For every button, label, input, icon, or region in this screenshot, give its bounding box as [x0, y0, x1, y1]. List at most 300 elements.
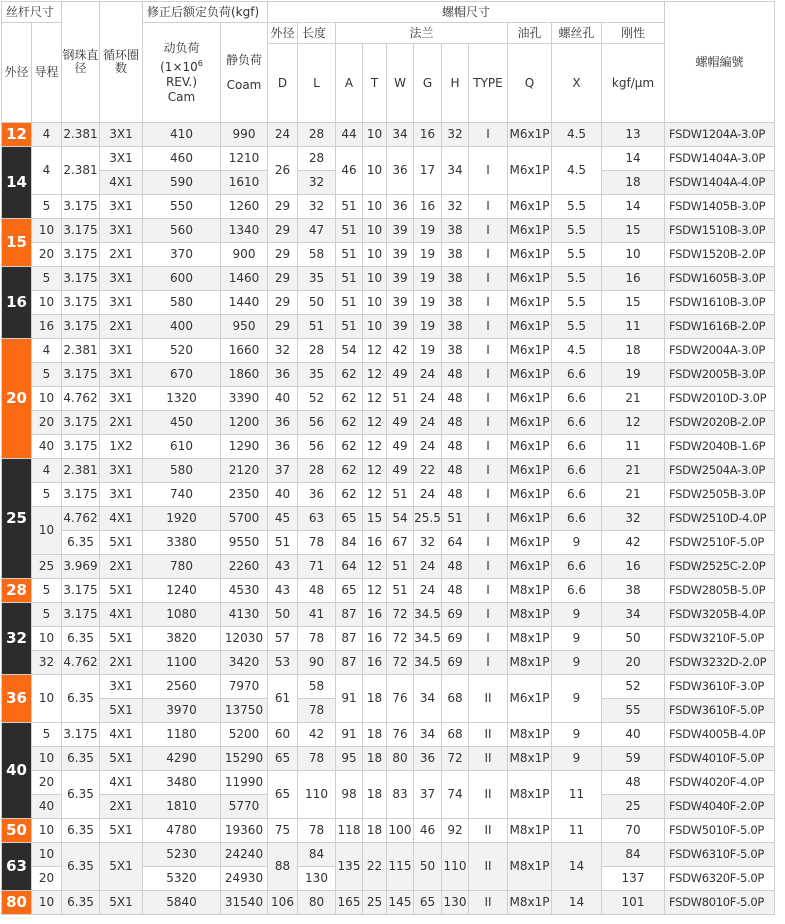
- dynamic-load-header: 动负荷 ($1\times 10^6$ REV.) Cam: [143, 23, 221, 123]
- cell-k: 38: [602, 579, 665, 603]
- cell-D: 29: [268, 243, 298, 267]
- cell-dyn: 460: [143, 147, 221, 171]
- cell-D: 43: [268, 555, 298, 579]
- cell-ball: 4.762: [62, 387, 100, 411]
- cell-circ: 2X1: [100, 243, 143, 267]
- cell-type: II: [469, 843, 508, 891]
- cell-lead: 10: [32, 387, 62, 411]
- cell-H: 38: [442, 219, 469, 243]
- cell-Q: M8x1P: [508, 843, 552, 891]
- cell-dyn: 5230: [143, 843, 221, 867]
- table-row: [2, 459, 775, 483]
- lead-header: 导程: [32, 23, 62, 123]
- cell-stat: 1200: [221, 411, 268, 435]
- cell-stat: 990: [221, 123, 268, 147]
- cell-T: 18: [363, 747, 387, 771]
- cell-ball: 3.175: [62, 219, 100, 243]
- cell-type: I: [469, 651, 508, 675]
- shaft-diameter-badge: 80: [2, 891, 32, 915]
- cell-dyn: 670: [143, 363, 221, 387]
- cell-X: 5.5: [552, 267, 602, 291]
- cell-circ: 1X2: [100, 435, 143, 459]
- col-h-header: H: [442, 44, 469, 123]
- cell-type: I: [469, 363, 508, 387]
- cell-D: 40: [268, 387, 298, 411]
- cell-lead: 20: [32, 867, 62, 891]
- cell-ball: 3.175: [62, 363, 100, 387]
- cell-lead: 20: [32, 411, 62, 435]
- cell-L: 84: [298, 843, 336, 867]
- cell-k: 59: [602, 747, 665, 771]
- col-l-header: L: [298, 44, 336, 123]
- cell-T: 16: [363, 627, 387, 651]
- cell-D: 45: [268, 507, 298, 531]
- cell-L: 71: [298, 555, 336, 579]
- table-row: [2, 291, 775, 315]
- cell-lead: 10: [32, 747, 62, 771]
- cell-k: 19: [602, 363, 665, 387]
- cell-stat: 900: [221, 243, 268, 267]
- shaft-diameter-badge: 25: [2, 459, 32, 579]
- table-row: [2, 219, 775, 243]
- cell-k: 21: [602, 459, 665, 483]
- cell-Q: M6x1P: [508, 291, 552, 315]
- cell-T: 10: [363, 147, 387, 195]
- cell-lead: 5: [32, 267, 62, 291]
- cell-G: 34: [414, 675, 442, 723]
- cell-D: 61: [268, 675, 298, 723]
- cell-H: 48: [442, 411, 469, 435]
- cell-k: 18: [602, 339, 665, 363]
- cell-code: FSDW2020B-2.0P: [665, 411, 775, 435]
- cell-stat: 7970: [221, 675, 268, 699]
- cell-k: 16: [602, 555, 665, 579]
- table-row: [2, 747, 775, 771]
- cell-H: 69: [442, 651, 469, 675]
- cell-Q: M6x1P: [508, 411, 552, 435]
- cell-W: 51: [387, 579, 414, 603]
- cell-W: 51: [387, 387, 414, 411]
- cell-code: FSDW2040B-1.6P: [665, 435, 775, 459]
- cell-code: FSDW2510D-4.0P: [665, 507, 775, 531]
- cell-L: 63: [298, 507, 336, 531]
- shaft-diameter-badge: 20: [2, 339, 32, 459]
- cell-G: 25.5: [414, 507, 442, 531]
- cell-lead: 4: [32, 339, 62, 363]
- cell-circ: 4X1: [100, 171, 143, 195]
- cell-X: 9: [552, 747, 602, 771]
- cell-dyn: 370: [143, 243, 221, 267]
- cell-A: 65: [336, 579, 363, 603]
- cell-k: 16: [602, 267, 665, 291]
- cell-X: 6.6: [552, 555, 602, 579]
- cell-circ: 4X1: [100, 723, 143, 747]
- cell-D: 29: [268, 291, 298, 315]
- cell-T: 12: [363, 339, 387, 363]
- cell-code: FSDW1616B-2.0P: [665, 315, 775, 339]
- cell-circ: 5X1: [100, 627, 143, 651]
- cell-dyn: 740: [143, 483, 221, 507]
- cell-Q: M6x1P: [508, 315, 552, 339]
- cell-H: 92: [442, 819, 469, 843]
- cell-H: 48: [442, 387, 469, 411]
- cell-A: 62: [336, 459, 363, 483]
- cell-H: 69: [442, 627, 469, 651]
- cell-G: 22: [414, 459, 442, 483]
- cell-Q: M8x1P: [508, 627, 552, 651]
- cell-lead: 25: [32, 555, 62, 579]
- cell-lead: 10: [32, 819, 62, 843]
- cell-dyn: 1920: [143, 507, 221, 531]
- cell-dyn: 5840: [143, 891, 221, 915]
- cell-lead: 16: [32, 315, 62, 339]
- cell-type: I: [469, 291, 508, 315]
- cell-G: 17: [414, 147, 442, 195]
- cell-L: 58: [298, 675, 336, 699]
- cell-D: 60: [268, 723, 298, 747]
- cell-H: 110: [442, 843, 469, 891]
- cell-stat: 24240: [221, 843, 268, 867]
- cell-G: 24: [414, 555, 442, 579]
- table-row: [2, 411, 775, 435]
- cell-lead: 40: [32, 795, 62, 819]
- cell-W: 51: [387, 483, 414, 507]
- cell-D: 43: [268, 579, 298, 603]
- cell-code: FSDW4040F-2.0P: [665, 795, 775, 819]
- cell-G: 37: [414, 771, 442, 819]
- cell-k: 14: [602, 147, 665, 171]
- table-row: [2, 123, 775, 147]
- table-row: [2, 603, 775, 627]
- cell-code: FSDW6320F-5.0P: [665, 867, 775, 891]
- cell-dyn: 3380: [143, 531, 221, 555]
- outer-diameter-header: 外径: [2, 23, 32, 123]
- cell-dyn: 4780: [143, 819, 221, 843]
- shaft-diameter-badge: 50: [2, 819, 32, 843]
- nut-code-header: 螺帽編號: [665, 2, 775, 123]
- cell-ball: 3.175: [62, 435, 100, 459]
- cell-circ: 3X1: [100, 123, 143, 147]
- cell-code: FSDW2504A-3.0P: [665, 459, 775, 483]
- cell-D: 37: [268, 459, 298, 483]
- cell-type: I: [469, 243, 508, 267]
- cell-X: 5.5: [552, 243, 602, 267]
- cell-circ: 5X1: [100, 747, 143, 771]
- cell-code: FSDW2805B-5.0P: [665, 579, 775, 603]
- cell-H: 34: [442, 147, 469, 195]
- cell-type: II: [469, 819, 508, 843]
- shaft-diameter-badge: 12: [2, 123, 32, 147]
- cell-H: 130: [442, 891, 469, 915]
- nut-outer-diameter-header: 外径: [268, 23, 298, 44]
- cell-Q: M8x1P: [508, 771, 552, 819]
- table-row: [2, 147, 775, 171]
- cell-circ: 3X1: [100, 219, 143, 243]
- cell-T: 10: [363, 243, 387, 267]
- cell-L: 78: [298, 531, 336, 555]
- cell-X: 6.6: [552, 579, 602, 603]
- cell-T: 10: [363, 195, 387, 219]
- cell-G: 24: [414, 579, 442, 603]
- cell-circ: 3X1: [100, 339, 143, 363]
- cell-circ: 5X1: [100, 579, 143, 603]
- cell-circ: 3X1: [100, 267, 143, 291]
- cell-G: 24: [414, 363, 442, 387]
- cell-Q: M6x1P: [508, 243, 552, 267]
- cell-D: 29: [268, 219, 298, 243]
- cell-G: 34.5: [414, 627, 442, 651]
- cell-D: 24: [268, 123, 298, 147]
- cell-k: 52: [602, 675, 665, 699]
- cell-ball: 2.381: [62, 459, 100, 483]
- cell-type: II: [469, 723, 508, 747]
- cell-W: 76: [387, 723, 414, 747]
- cell-dyn: 600: [143, 267, 221, 291]
- cell-W: 49: [387, 459, 414, 483]
- cell-W: 39: [387, 315, 414, 339]
- cell-W: 39: [387, 219, 414, 243]
- cell-lead: 10: [32, 675, 62, 723]
- cell-W: 39: [387, 291, 414, 315]
- cell-H: 48: [442, 459, 469, 483]
- cell-A: 46: [336, 147, 363, 195]
- cell-L: 78: [298, 627, 336, 651]
- cell-circ: 2X1: [100, 555, 143, 579]
- cell-X: 6.6: [552, 435, 602, 459]
- cell-ball: 3.175: [62, 723, 100, 747]
- cell-D: 40: [268, 483, 298, 507]
- cell-W: 39: [387, 243, 414, 267]
- cell-lead: 5: [32, 603, 62, 627]
- cell-X: 6.6: [552, 483, 602, 507]
- cell-code: FSDW8010F-5.0P: [665, 891, 775, 915]
- cell-H: 64: [442, 531, 469, 555]
- cell-W: 36: [387, 147, 414, 195]
- cell-G: 24: [414, 435, 442, 459]
- cell-stat: 950: [221, 315, 268, 339]
- cell-G: 19: [414, 219, 442, 243]
- cell-A: 87: [336, 651, 363, 675]
- col-q-header: Q: [508, 44, 552, 123]
- cell-circ: 4X1: [100, 603, 143, 627]
- cell-ball: 6.35: [62, 891, 100, 915]
- col-t-header: T: [363, 44, 387, 123]
- cell-k: 10: [602, 243, 665, 267]
- cell-Q: M8x1P: [508, 603, 552, 627]
- table-row: [2, 267, 775, 291]
- cell-L: 28: [298, 147, 336, 171]
- cell-Q: M6x1P: [508, 123, 552, 147]
- cell-code: FSDW1510B-3.0P: [665, 219, 775, 243]
- cell-T: 10: [363, 123, 387, 147]
- cell-W: 72: [387, 651, 414, 675]
- cell-A: 62: [336, 387, 363, 411]
- cell-circ: 3X1: [100, 483, 143, 507]
- cell-dyn: 610: [143, 435, 221, 459]
- cell-stat: 24930: [221, 867, 268, 891]
- cell-lead: 5: [32, 363, 62, 387]
- cell-k: 25: [602, 795, 665, 819]
- cell-A: 51: [336, 291, 363, 315]
- shaft-diameter-badge: 14: [2, 147, 32, 219]
- cell-X: 9: [552, 603, 602, 627]
- cell-X: 6.6: [552, 387, 602, 411]
- cell-ball: 6.35: [62, 843, 100, 891]
- col-g-header: G: [414, 44, 442, 123]
- cell-D: 50: [268, 603, 298, 627]
- cell-H: 38: [442, 315, 469, 339]
- table-row: [2, 723, 775, 747]
- cell-X: 6.6: [552, 363, 602, 387]
- cell-T: 16: [363, 531, 387, 555]
- cell-Q: M8x1P: [508, 891, 552, 915]
- cell-L: 130: [298, 867, 336, 891]
- cell-A: 87: [336, 627, 363, 651]
- circuits-header: 循环圈数: [100, 2, 143, 123]
- cell-X: 9: [552, 627, 602, 651]
- cell-ball: 3.175: [62, 483, 100, 507]
- cell-lead: 5: [32, 483, 62, 507]
- cell-Q: M6x1P: [508, 219, 552, 243]
- cell-ball: 3.969: [62, 555, 100, 579]
- cell-H: 38: [442, 267, 469, 291]
- cell-L: 56: [298, 435, 336, 459]
- cell-ball: 2.381: [62, 147, 100, 195]
- cell-A: 91: [336, 723, 363, 747]
- cell-X: 5.5: [552, 195, 602, 219]
- cell-A: 62: [336, 411, 363, 435]
- cell-L: 78: [298, 819, 336, 843]
- cell-ball: 3.175: [62, 603, 100, 627]
- cell-T: 10: [363, 267, 387, 291]
- cell-G: 46: [414, 819, 442, 843]
- cell-stat: 1290: [221, 435, 268, 459]
- cell-D: 29: [268, 315, 298, 339]
- cell-T: 18: [363, 723, 387, 747]
- cell-G: 24: [414, 387, 442, 411]
- cell-G: 24: [414, 483, 442, 507]
- table-row: [2, 819, 775, 843]
- cell-stat: 15290: [221, 747, 268, 771]
- table-row: [2, 195, 775, 219]
- cell-X: 9: [552, 675, 602, 723]
- cell-X: 11: [552, 819, 602, 843]
- cell-Q: M6x1P: [508, 483, 552, 507]
- cell-k: 137: [602, 867, 665, 891]
- cell-T: 12: [363, 363, 387, 387]
- cell-W: 145: [387, 891, 414, 915]
- cell-lead: 4: [32, 147, 62, 195]
- cell-Q: M6x1P: [508, 531, 552, 555]
- cell-Q: M6x1P: [508, 339, 552, 363]
- cell-H: 74: [442, 771, 469, 819]
- cell-D: 65: [268, 747, 298, 771]
- cell-code: FSDW1404A-3.0P: [665, 147, 775, 171]
- cell-T: 10: [363, 219, 387, 243]
- cell-A: 51: [336, 219, 363, 243]
- shaft-diameter-badge: 63: [2, 843, 32, 891]
- cell-W: 72: [387, 627, 414, 651]
- cell-ball: 6.35: [62, 675, 100, 723]
- cell-X: 9: [552, 651, 602, 675]
- cell-X: 5.5: [552, 291, 602, 315]
- table-row: [2, 579, 775, 603]
- cell-D: 106: [268, 891, 298, 915]
- cell-k: 21: [602, 483, 665, 507]
- cell-ball: 6.35: [62, 627, 100, 651]
- cell-T: 12: [363, 579, 387, 603]
- cell-circ: 3X1: [100, 675, 143, 699]
- cell-A: 51: [336, 195, 363, 219]
- cell-Q: M6x1P: [508, 363, 552, 387]
- cell-type: II: [469, 771, 508, 819]
- cell-type: I: [469, 483, 508, 507]
- cell-k: 50: [602, 627, 665, 651]
- cell-H: 38: [442, 291, 469, 315]
- cell-k: 48: [602, 771, 665, 795]
- cell-D: 36: [268, 411, 298, 435]
- cell-circ: 2X1: [100, 315, 143, 339]
- cell-D: 65: [268, 771, 298, 819]
- cell-X: 5.5: [552, 315, 602, 339]
- cell-T: 12: [363, 459, 387, 483]
- cell-lead: 10: [32, 627, 62, 651]
- cell-dyn: 1080: [143, 603, 221, 627]
- cell-Q: M8x1P: [508, 651, 552, 675]
- cell-code: FSDW2004A-3.0P: [665, 339, 775, 363]
- cell-A: 135: [336, 843, 363, 891]
- cell-L: 80: [298, 891, 336, 915]
- cell-dyn: 4290: [143, 747, 221, 771]
- cell-type: I: [469, 339, 508, 363]
- cell-Q: M6x1P: [508, 147, 552, 195]
- cell-H: 32: [442, 195, 469, 219]
- table-row: [2, 435, 775, 459]
- cell-stat: 4130: [221, 603, 268, 627]
- cell-X: 5.5: [552, 219, 602, 243]
- cell-circ: 3X1: [100, 291, 143, 315]
- cell-Q: M8x1P: [508, 819, 552, 843]
- static-load-header: 静负荷 Coam: [221, 23, 268, 123]
- cell-L: 28: [298, 123, 336, 147]
- cell-circ: 5X1: [100, 531, 143, 555]
- cell-code: FSDW3232D-2.0P: [665, 651, 775, 675]
- cell-type: II: [469, 747, 508, 771]
- cell-W: 83: [387, 771, 414, 819]
- cell-k: 84: [602, 843, 665, 867]
- cell-ball: 3.175: [62, 195, 100, 219]
- cell-H: 48: [442, 483, 469, 507]
- cell-dyn: 580: [143, 459, 221, 483]
- cell-A: 64: [336, 555, 363, 579]
- cell-k: 101: [602, 891, 665, 915]
- cell-L: 28: [298, 339, 336, 363]
- cell-dyn: 520: [143, 339, 221, 363]
- cell-Q: M6x1P: [508, 195, 552, 219]
- cell-type: I: [469, 627, 508, 651]
- cell-H: 68: [442, 675, 469, 723]
- cell-circ: 3X1: [100, 459, 143, 483]
- cell-lead: 10: [32, 219, 62, 243]
- cell-W: 80: [387, 747, 414, 771]
- cell-Q: M6x1P: [508, 555, 552, 579]
- col-type-header: TYPE: [469, 44, 508, 123]
- cell-G: 24: [414, 411, 442, 435]
- cell-circ: 3X1: [100, 363, 143, 387]
- cell-type: I: [469, 555, 508, 579]
- cell-k: 12: [602, 411, 665, 435]
- cell-code: FSDW4010F-5.0P: [665, 747, 775, 771]
